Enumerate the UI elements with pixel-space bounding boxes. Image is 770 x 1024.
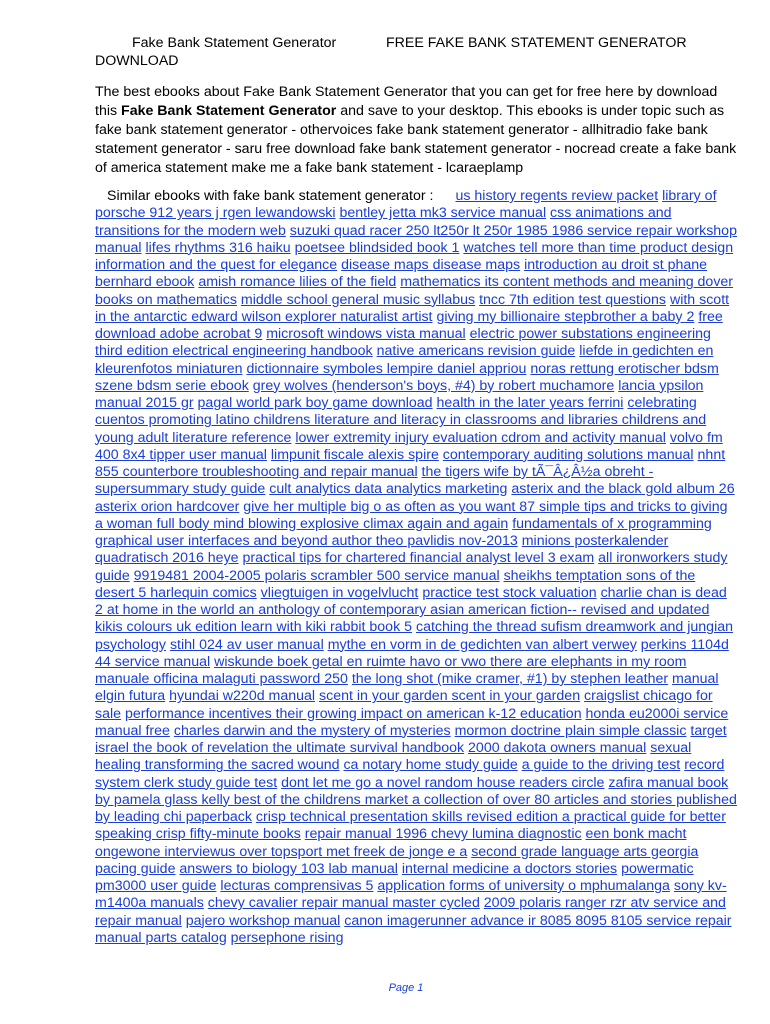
ebook-link[interactable]: watches tell more than time product design information and the quest for elegance bbox=[95, 239, 734, 273]
ebook-link[interactable]: een bonk macht ongewone interviewus over topsport met freek de jonge e a bbox=[95, 826, 687, 860]
ebook-link[interactable]: electric power substations engineering third edition electrical engineering handbook bbox=[95, 326, 711, 360]
ebook-link[interactable]: zafira manual book bbox=[608, 774, 729, 791]
ebook-link[interactable]: library of porsche 912 years j rgen lewandowski bbox=[95, 188, 717, 222]
ebook-link[interactable]: scent in your garden scent in your garden bbox=[319, 688, 581, 705]
header-title-right: FREE FAKE BANK STATEMENT GENERATOR bbox=[386, 35, 687, 51]
ebook-link[interactable]: all ironworkers study guide bbox=[95, 550, 728, 584]
ebook-link[interactable]: vliegtuigen in vogelvlucht bbox=[260, 584, 419, 601]
ebook-link[interactable]: practice test stock valuation bbox=[422, 584, 597, 601]
ebook-link[interactable]: noras rettung erotischer bdsm szene bdsm serie ebook bbox=[95, 360, 719, 394]
ebook-link[interactable]: native americans revision guide bbox=[376, 343, 576, 360]
ebook-link[interactable]: lifes rhythms 316 haiku bbox=[145, 239, 291, 256]
ebook-link[interactable]: lower extremity injury evaluation cdrom and activity manual bbox=[295, 429, 666, 446]
ebook-link[interactable]: fundamentals of x programming graphical user interfaces and beyond author theo pavlidis nov-2013 bbox=[95, 515, 712, 549]
intro-text-end: and save to your desktop. This ebooks is under topic such as fake bank statement generator - othervoices fake bank statement generator - allhitradio fake bank statement generator - saru free download fake bank statement generator - nocread create a fake bank of america statement make me a fake bank statement - lcaraeplamp bbox=[95, 103, 737, 176]
ebook-link[interactable]: 2009 polaris ranger rzr atv service and repair manual bbox=[95, 895, 726, 929]
ebook-link[interactable]: manual elgin futura bbox=[95, 671, 719, 705]
ebook-link[interactable]: dictionnaire symboles lempire daniel appriou bbox=[246, 360, 527, 377]
header-title-left: Fake Bank Statement Generator bbox=[132, 35, 337, 51]
ebook-link[interactable]: pajero workshop manual bbox=[185, 912, 341, 929]
ebook-link[interactable]: health in the later years ferrini bbox=[436, 395, 624, 411]
ebook-link[interactable]: free download adobe acrobat 9 bbox=[95, 308, 723, 342]
ebook-link[interactable]: honda eu2000i service manual free bbox=[95, 705, 729, 739]
ebook-link[interactable]: the long shot (mike cramer, #1) by stephen leather bbox=[351, 671, 669, 687]
header-title-continuation: DOWNLOAD bbox=[95, 53, 179, 69]
ebook-link[interactable]: 9919481 2004-2005 polaris scrambler 500 service manual bbox=[133, 567, 500, 584]
ebook-link[interactable]: wiskunde boek getal en ruimte havo or vwo there are elephants in my room bbox=[214, 653, 687, 670]
ebook-link[interactable]: limpunit fiscale alexis spire bbox=[270, 446, 439, 463]
ebook-link[interactable]: persephone rising bbox=[230, 929, 344, 946]
ebook-link[interactable]: lecturas comprensivas 5 bbox=[220, 878, 374, 894]
ebook-link[interactable]: internal medicine a doctors stories bbox=[401, 860, 618, 877]
similar-ebooks-block bbox=[95, 188, 737, 947]
ebook-link[interactable]: poetsee blindsided book 1 bbox=[294, 239, 460, 256]
ebook-link[interactable]: sheikhs temptation sons of the desert 5 harlequin comics bbox=[95, 567, 696, 601]
ebook-link[interactable]: perkins 1104d 44 service manual bbox=[95, 636, 729, 670]
ebook-link[interactable]: sony kv-m1400a manuals bbox=[95, 878, 727, 912]
ebook-link[interactable]: suzuki quad racer 250 lt250r lt 250r 1985 1986 service repair workshop manual bbox=[95, 222, 737, 256]
ebook-link[interactable]: with scott in the antarctic edward wilson explorer naturalist artist bbox=[95, 291, 730, 325]
ebook-link[interactable]: catching the thread sufism dreamwork and jungian psychology bbox=[95, 619, 733, 653]
ebook-link[interactable]: celebrating cuentos promoting latino childrens literature and literacy in classrooms and libraries childrens and young adult literature reference bbox=[95, 395, 707, 446]
ebook-link[interactable]: canon imagerunner advance ir 8085 8095 8105 service repair manual parts catalog bbox=[95, 912, 732, 946]
ebook-link[interactable]: nhnt 855 counterbore troubleshooting and repair manual bbox=[95, 446, 726, 480]
ebook-link[interactable]: mathematics its content methods and meaning dover books on mathematics bbox=[95, 274, 734, 308]
ebook-link[interactable]: liefde in gedichten en kleurenfotos miniaturen bbox=[95, 343, 714, 377]
ebook-link[interactable]: chevy cavalier repair manual master cycled bbox=[207, 895, 480, 912]
page-number: Page 1 bbox=[388, 982, 424, 994]
ebook-link[interactable]: charles darwin and the mystery of mysteries bbox=[173, 722, 451, 739]
ebook-link[interactable]: second grade language arts georgia pacing guide bbox=[95, 843, 699, 877]
ebook-link[interactable]: bentley jetta mk3 service manual bbox=[339, 205, 547, 222]
ebook-link[interactable]: repair manual 1996 chevy lumina diagnostic bbox=[304, 826, 582, 843]
ebook-link[interactable]: 2000 dakota owners manual bbox=[468, 740, 647, 756]
ebook-link[interactable]: performance incentives their growing impact on american k-12 education bbox=[124, 705, 582, 722]
ebook-link[interactable]: us history regents review packet bbox=[455, 188, 659, 204]
ebook-link[interactable]: grey wolves (henderson's boys, #4) by robert muchamore bbox=[252, 377, 615, 394]
ebook-link[interactable]: mormon doctrine plain simple classic bbox=[454, 722, 687, 739]
ebook-link[interactable]: charlie chan is dead 2 at home in the world an anthology of contemporary asian american fiction-- revised and updated bbox=[95, 584, 727, 618]
similar-ebooks-label: Similar ebooks with fake bank statement generator : bbox=[107, 188, 434, 204]
ebook-link[interactable]: middle school general music syllabus bbox=[240, 291, 476, 308]
intro-text-start: The best ebooks about Fake Bank Statement Generator that you can get for free here by download this bbox=[95, 84, 718, 119]
ebook-link[interactable]: amish romance lilies of the field bbox=[198, 274, 397, 291]
intro-paragraph bbox=[95, 83, 737, 178]
ebook-link[interactable]: crisp technical presentation skills revised edition a practical guide for better speaking crisp fifty-minute books bbox=[95, 809, 726, 843]
ebook-link[interactable]: give her multiple big o as often as you want 87 simple tips and tricks to giving a woman full body mind blowing explosive climax again and again bbox=[95, 498, 728, 532]
ebook-link[interactable]: stihl 024 av user manual bbox=[169, 636, 324, 653]
ebook-link[interactable]: contemporary auditing solutions manual bbox=[442, 446, 694, 463]
ebook-link[interactable]: answers to biology 103 lab manual bbox=[179, 860, 398, 877]
ebook-link[interactable]: record system clerk study guide test bbox=[95, 757, 725, 791]
intro-bold-title: Fake Bank Statement Generator bbox=[121, 103, 337, 119]
ebook-links-list bbox=[95, 188, 737, 946]
ebook-link[interactable]: lancia ypsilon manual 2015 gr bbox=[95, 377, 704, 411]
ebook-link[interactable]: kikis colours uk edition learn with kiki rabbit book 5 bbox=[95, 619, 413, 636]
ebook-link[interactable]: giving my billionaire stepbrother a baby 2 bbox=[436, 308, 695, 325]
ebook-link[interactable]: microsoft windows vista manual bbox=[266, 326, 466, 342]
ebook-link[interactable]: disease maps disease maps bbox=[341, 257, 521, 273]
ebook-link[interactable]: target israel the book of revelation the ultimate survival handbook bbox=[95, 722, 727, 756]
ebook-link[interactable]: the tigers wife by tÃ¯Â¿Â½a obreht - supersummary study guide bbox=[95, 464, 654, 498]
ebook-link[interactable]: sexual healing transforming the sacred wound bbox=[95, 740, 692, 774]
ebook-link[interactable]: minions posterkalender quadratisch 2016 heye bbox=[95, 533, 669, 567]
ebook-link[interactable]: powermatic pm3000 user guide bbox=[95, 860, 694, 894]
ebook-link[interactable]: tncc 7th edition test questions bbox=[479, 291, 666, 308]
ebook-link[interactable]: css animations and transitions for the modern web bbox=[95, 205, 672, 239]
ebook-link[interactable]: ca notary home study guide bbox=[343, 757, 518, 774]
ebook-link[interactable]: application forms of university o mphumalanga bbox=[377, 878, 670, 894]
ebook-link[interactable]: a guide to the driving test bbox=[521, 757, 681, 774]
ebook-link[interactable]: practical tips for chartered financial analyst level 3 exam bbox=[242, 550, 595, 567]
ebook-link[interactable]: mythe en vorm in de gedichten van albert verwey bbox=[327, 636, 637, 653]
ebook-link[interactable]: manuale officina malaguti password 250 bbox=[95, 671, 348, 687]
ebook-link[interactable]: cult analytics data analytics marketing bbox=[269, 481, 508, 498]
ebook-link[interactable]: hyundai w220d manual bbox=[169, 688, 316, 705]
ebook-link[interactable]: pagal world park boy game download bbox=[197, 395, 433, 411]
ebook-link[interactable]: introduction au droit st phane bernhard ebook bbox=[95, 257, 708, 291]
ebook-link[interactable]: volvo fm 400 8x4 tipper user manual bbox=[95, 429, 723, 463]
ebook-link[interactable]: asterix and the black gold album 26 asterix orion hardcover bbox=[95, 481, 735, 515]
ebook-link[interactable]: by pamela glass kelly best of the childrens market a collection of over 80 articles and stories published by leading chi paperback bbox=[95, 791, 737, 825]
ebook-link[interactable]: dont let me go a novel random house readers circle bbox=[281, 774, 605, 791]
ebook-link[interactable]: craigslist chicago for sale bbox=[95, 688, 713, 722]
